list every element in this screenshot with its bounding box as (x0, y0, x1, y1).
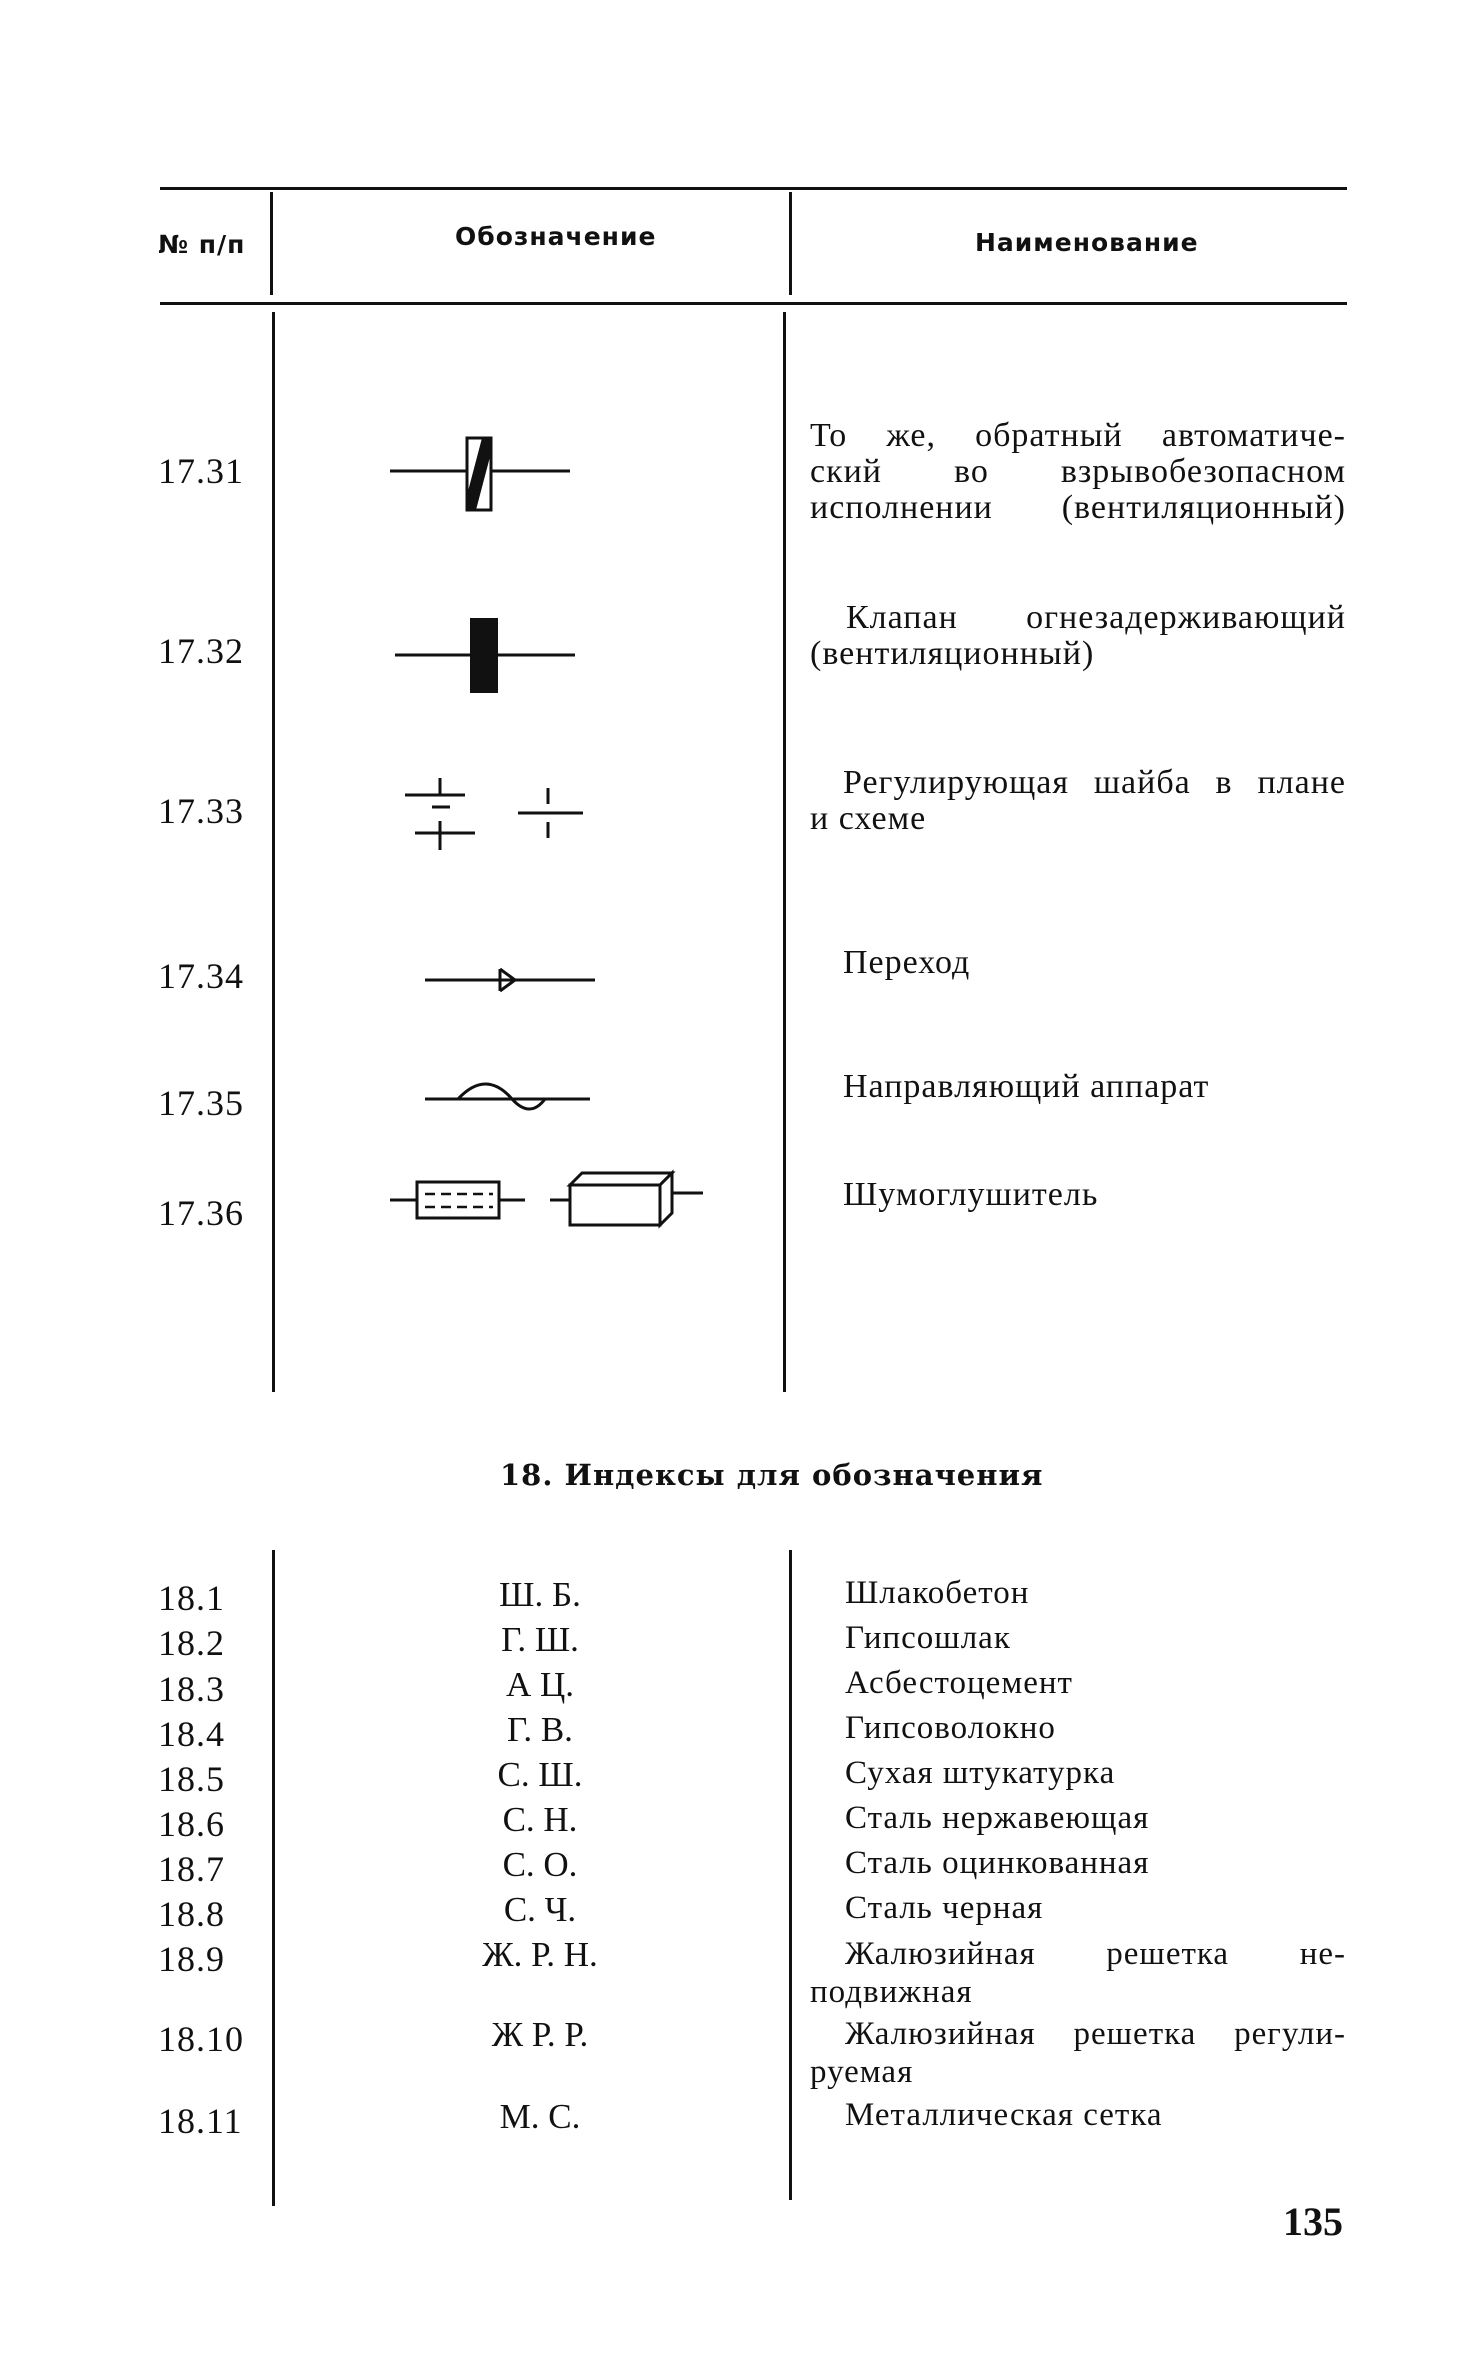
index-row-number: 18.2 (158, 1623, 225, 1663)
index-row-number: 18.3 (158, 1669, 225, 1709)
index-name: Жалюзийная решетка регули- руемая (810, 2016, 1346, 2090)
index-divider-1 (272, 1550, 275, 2206)
index-name: Сталь нержавеющая (845, 1800, 1150, 1836)
section-18-title: 18. Индексы для обозначения (500, 1458, 1044, 1492)
index-row-number: 18.5 (158, 1759, 225, 1799)
header-divider-1 (270, 192, 273, 295)
index-name: Шлакобетон (845, 1575, 1030, 1611)
transition-symbol (420, 955, 600, 1005)
index-row-number: 18.8 (158, 1894, 225, 1934)
check-valve-explosion-proof-symbol (380, 425, 580, 525)
row-number: 17.36 (158, 1193, 244, 1233)
index-name: Сталь черная (845, 1890, 1044, 1926)
regulating-orifice-symbol (400, 770, 600, 870)
guide-vane-symbol (420, 1075, 600, 1135)
index-name: Асбестоцемент (845, 1665, 1073, 1701)
header-number: № п/п (158, 230, 246, 259)
body-divider-2 (783, 312, 786, 1392)
row-description: Клапан огнезадерживающий (вентиляционный) (810, 599, 1346, 672)
index-row-number: 18.10 (158, 2019, 244, 2059)
index-name: Сталь оцинкованная (845, 1845, 1150, 1881)
index-code: Ж Р. Р. (491, 2015, 589, 2054)
index-code: Г. Ш. (501, 1620, 579, 1659)
index-divider-2 (789, 1550, 792, 2200)
body-divider-1 (272, 312, 275, 1392)
row-description: То же, обратный автоматиче- ский во взрывобезопасном исполнении (вентиляционный) (810, 417, 1346, 526)
page-number: 135 (1283, 2199, 1343, 2244)
index-code: С. Ч. (503, 1890, 577, 1929)
index-row-number: 18.7 (158, 1849, 225, 1889)
index-name: Сухая штукатурка (845, 1755, 1116, 1791)
index-name: Металлическая сетка (845, 2097, 1163, 2133)
index-code: Ш. Б. (499, 1575, 581, 1614)
index-code: Ж. Р. Н. (482, 1935, 598, 1974)
index-name: Гипсошлак (845, 1620, 1011, 1656)
index-name: Гипсоволокно (845, 1710, 1056, 1746)
row-description: Регулирующая шайба в плане и схеме (810, 764, 1346, 837)
index-code: С. Н. (502, 1800, 578, 1839)
row-number: 17.34 (158, 956, 244, 996)
index-row-number: 18.1 (158, 1578, 225, 1618)
index-code: С. О. (502, 1845, 578, 1884)
header-divider-2 (789, 192, 792, 295)
index-code: М. С. (499, 2097, 581, 2136)
row-number: 17.31 (158, 451, 244, 491)
table-top-rule (160, 187, 1347, 190)
row-number: 17.33 (158, 791, 244, 831)
index-name: Жалюзийная решетка не- подвижная (810, 1936, 1346, 2010)
index-code: А Ц. (505, 1665, 575, 1704)
row-number: 17.32 (158, 631, 244, 671)
index-code: С. Ш. (497, 1755, 583, 1794)
index-row-number: 18.9 (158, 1939, 225, 1979)
header-symbol: Обозначение (455, 222, 657, 251)
header-bottom-rule (160, 302, 1347, 305)
row-description: Переход (843, 944, 971, 981)
fire-damper-symbol (390, 610, 590, 700)
row-description: Шумоглушитель (843, 1176, 1099, 1213)
index-row-number: 18.6 (158, 1804, 225, 1844)
silencer-symbol (385, 1165, 715, 1235)
index-row-number: 18.4 (158, 1714, 225, 1754)
header-name: Наименование (975, 228, 1199, 257)
row-description: Направляющий аппарат (843, 1068, 1210, 1105)
index-row-number: 18.11 (158, 2101, 243, 2141)
index-code: Г. В. (507, 1710, 573, 1749)
row-number: 17.35 (158, 1083, 244, 1123)
